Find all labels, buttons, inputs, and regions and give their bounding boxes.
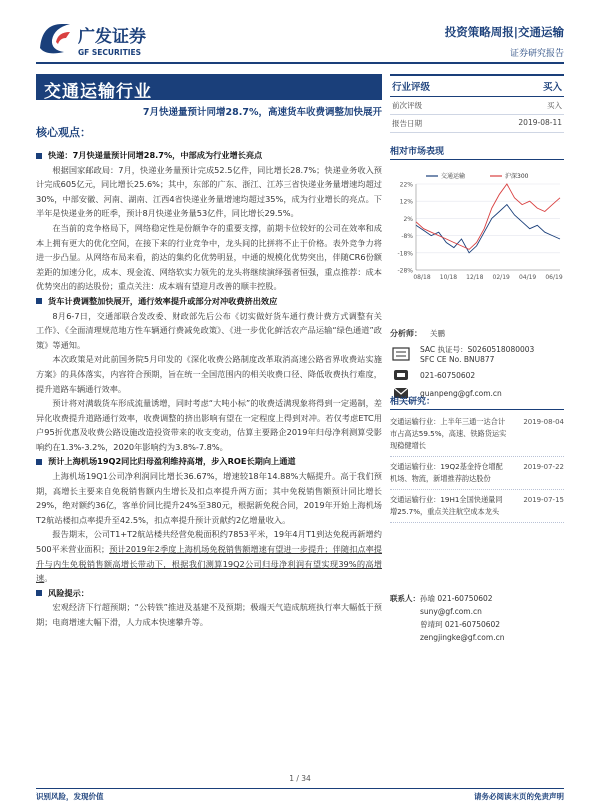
section-risk-head: 风险提示：: [36, 586, 382, 601]
analyst-email[interactable]: guanpeng@gf.com.cn: [420, 388, 502, 398]
page-number: 1 / 34: [289, 774, 311, 783]
bullet-icon: [36, 153, 42, 159]
phone-icon: [390, 368, 412, 382]
section-airport-head: 预计上海机场19Q2同比归母盈利维持高增，步入ROE长期向上通道: [36, 454, 382, 469]
report-type: 投资策略周报|交通运输: [444, 25, 564, 39]
report-date-value: 2019-08-11: [518, 118, 562, 127]
x-tick-label: 02/19: [492, 274, 510, 281]
paragraph: 本次政策是对此前国务院5月印发的《深化收费公路制度改革取消高速公路省界收费站实施方案》的具体落实，内容符合预期，旨在统一全国范围内的相关收费口径、降低收费执行难度，提升道路车辆通行效率。: [36, 354, 382, 394]
report-subtype: 证券研究报告: [509, 49, 564, 59]
footer-slogan: 识别风险，发现价值: [36, 792, 104, 801]
related-item[interactable]: 交通运输行业：上半年三通一达合计市占高达59.5%，高速、铁路货运实现稳健增长 2019-08-04: [390, 412, 564, 457]
footer-divider: [36, 788, 564, 789]
contacts-block: [390, 592, 564, 644]
contacts-label: 联系人：: [390, 594, 420, 603]
analyst-label: 分析师：: [390, 328, 422, 338]
id-card-icon: [390, 347, 412, 361]
footer-disclaimer: 请务必阅读末页的免责声明: [474, 792, 564, 801]
bullet-icon: [36, 298, 42, 304]
analyst-block: [390, 326, 564, 404]
relative-performance-chart: [390, 170, 564, 286]
x-tick-label: 12/18: [466, 274, 484, 281]
logo-en: GF SECURITIES: [78, 48, 142, 57]
core-views-title: 核心观点：: [36, 126, 91, 139]
logo-cn: 广发证券: [78, 27, 146, 47]
industry-title: 交通运输行业: [36, 74, 382, 100]
paragraph: 报告期末，公司T1+T2航站楼共经营免税面积约7853平米，19年4月T1到达免税再新增约500平米营业面积；预计2019年2季度上海机场免税销售额增速有望进一步提升；伴随扣点率提升与内生免税销售额高增长带动下，根据我们测算19Q2公司归母净利润有望实现39%的高增速。: [36, 529, 382, 584]
rating-box: [390, 74, 564, 133]
sac-cert: SAC 执证号：S0260518080003: [420, 345, 535, 354]
series-line-1: [416, 184, 560, 249]
paragraph: 根据国家邮政局：7月，快递业务量预计完成52.5亿件，同比增长28.7%；快递业务收入预计完成605亿元，同比增长25.6%；其中，东部的广东、浙江、江苏三省快递业务量增速均超过30%，中部安徽、河南、湖南、江西4省快递业务量增速均超过35%，成为行业增长的亮点。下半年是快递业务的旺季，预计8月快递业务量53亿件，同比增长29.5%。: [36, 164, 382, 219]
prev-rating-value: 买入: [547, 101, 562, 110]
rating-value: 买入: [542, 82, 562, 93]
related-research-list: [390, 412, 564, 523]
related-item[interactable]: 交通运输行业：19Q2基金持仓增配机场、物流，新增推荐韵达股份 2019-07-22: [390, 457, 564, 490]
legend-label: 沪深300: [505, 173, 529, 180]
x-tick-label: 10/18: [439, 274, 458, 281]
rating-label: 行业评级: [392, 82, 431, 93]
paragraph: 预计将对满载货车形成流量诱增，同时考虑“大吨小标”的收费适满现象将得到一定遏制，差异化收费提升道路通行效率，收费调整的挤出影响有望在一定程度上得到对冲。若仅考虑ETC用户95折优惠及收费公路设施改造投资带来的收支变动，估算主要路企2019年归母净利测算受影响约在1.3%-3.2%，2020年影响约为3.8%-7.8%。: [36, 398, 382, 452]
main-body: [36, 148, 382, 630]
paragraph: 宏观经济下行超预期；“公转铁”推进及基建不及预期；极端天气造成航班执行率大幅低于预期；电商增速大幅下滑，人力成本快速攀升等。: [36, 602, 382, 627]
y-tick-label: -28%: [397, 267, 413, 275]
analyst-phone: 021-60750602: [420, 370, 476, 380]
header-divider: [36, 62, 564, 64]
related-research-title: 相关研究：: [390, 394, 564, 410]
legend-label: 交通运输: [441, 173, 466, 180]
analyst-name: 关鹏: [430, 328, 445, 338]
report-date-label: 报告日期: [392, 119, 422, 128]
contact-1-email[interactable]: suny@gf.com.cn: [420, 607, 482, 616]
paragraph: 在当前的竞争格局下，网络稳定性是份额争夺的重要支撑，前期卡位较好的公司在效率和成本上拥有更大的优化空间，在接下来的行业竞争中，龙头间的比拼将不止于价格。表外竞争力将进一步凸显。从网络布局来看，韵达的集约化优势明显，中通的规模化优势突出，伴随CR6份额差距的加速分化，成本、现金流、网络软实力领先的龙头将继续演绎强者恒强，重点推荐：成本优势突出的韵达股份；重点关注：成本端有望迎月改善的顺丰控股。: [36, 222, 382, 292]
report-header: [445, 24, 564, 59]
paragraph: 8月6-7日，交通部联合发改委、财政部先后公布《切实做好货车通行费计费方式调整有关工作》、《全面清理规范地方性车辆通行费减免政策》、《进一步优化鲜活农产品运输“绿色通道”政策》等通知。: [36, 310, 382, 350]
x-tick-label: 08/18: [413, 274, 431, 281]
series-line-0: [416, 205, 560, 253]
y-tick-label: -18%: [397, 250, 413, 258]
sfc-cert: SFC CE No. BNU877: [420, 355, 495, 364]
y-tick-label: 12%: [399, 198, 413, 206]
contact-2-email[interactable]: zengjingke@gf.com.cn: [420, 633, 505, 642]
y-tick-label: 22%: [399, 181, 413, 189]
prev-rating-label: 前次评级: [392, 101, 422, 110]
section-truck-head: 货车计费调整加快展开，通行效率提升或部分对冲收费挤出效应: [36, 294, 382, 309]
x-tick-label: 06/19: [545, 274, 563, 281]
contact-1: 孙瑜 021-60750602: [420, 594, 493, 603]
market-performance-title: 相对市场表现: [390, 144, 564, 160]
x-tick-label: 04/19: [518, 274, 537, 281]
section-express-head: 快递：7月快递量预计同增28.7%，中部成为行业增长亮点: [36, 148, 382, 163]
y-tick-label: 2%: [403, 215, 413, 223]
related-item[interactable]: 交通运输行业：19H1全国快递量同增25.7%，重点关注航空成本龙头 2019-07-15: [390, 490, 564, 523]
bullet-icon: [36, 590, 42, 596]
paragraph: 上海机场19Q1公司净利润同比增长36.67%，增速较18年14.88%大幅提升。高于我们预期，高增长主要来自免税销售额内生增长及扣点率提升两方面；其中免税销售额预计同比增长29%，绝对额约36亿，客单价同比提升24%至380元，根据新免税合同，2019年开始上海机场T2航站楼扣点率提升至42.5%，扣点率提升预计贡献约2亿增量收入。: [36, 471, 382, 525]
report-headline: 7月快递量预计同增28.7%，高速货车收费调整加快展开: [142, 107, 382, 118]
y-tick-label: -8%: [401, 233, 413, 241]
bullet-icon: [36, 459, 42, 465]
contact-2: 曾靖珂 021-60750602: [420, 620, 501, 629]
gf-logo: [36, 18, 166, 60]
